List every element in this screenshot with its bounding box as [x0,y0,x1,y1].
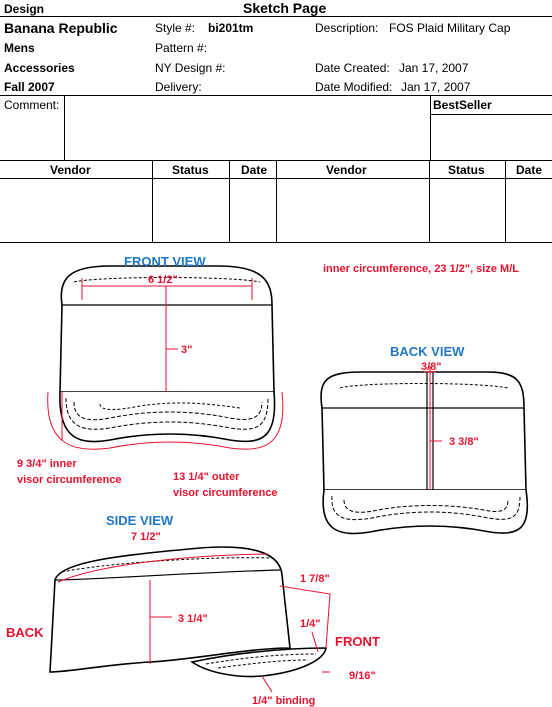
ny-design-label: NY Design #: [155,61,226,75]
front-view-drawing [60,266,275,442]
division-name: Mens [4,41,35,55]
side-visor-label: 1 7/8" [300,573,330,585]
design-label: Design [4,2,45,16]
delivery-label: Delivery: [155,80,202,94]
pattern-label: Pattern #: [155,41,208,55]
inner-circumference-note: inner circumference, 23 1/2", size M/L [323,263,519,275]
back-view-drawing [321,372,527,533]
brand-name: Banana Republic [4,20,118,36]
side-top-label: 7 1/2" [131,531,161,543]
side-visor-small-label: 1/4" [300,618,321,630]
date-created-label: Date Created: [315,61,390,75]
style-value: bi201tm [208,21,254,35]
bestseller-label: BestSeller [433,98,492,112]
date-modified-label: Date Modified: [315,80,393,94]
binding-label: 1/4" binding [252,695,316,707]
front-width-label: 6 1/2" [148,274,178,286]
back-height-label: 3 3/8" [449,436,479,448]
description-label: Description: [315,21,379,35]
back-top-label: 3/8" [421,361,442,373]
inner-visor-label-line1: 9 3/4" inner [17,458,77,470]
date-header-1: Date [241,163,268,177]
side-height-label: 3 1/4" [178,613,208,625]
date-created-value: Jan 17, 2007 [399,61,469,75]
season-name: Fall 2007 [4,80,55,94]
date-header-2: Date [516,163,543,177]
description-value: FOS Plaid Military Cap [389,21,511,35]
front-view-title: FRONT VIEW [124,254,206,269]
date-modified-value: Jan 17, 2007 [401,80,471,94]
comment-label: Comment: [4,98,60,112]
category-name: Accessories [4,61,75,75]
outer-visor-label-line2: visor circumference [173,487,278,499]
inner-visor-label-line2: visor circumference [17,474,122,486]
back-view-title: BACK VIEW [390,344,465,359]
page-title: Sketch Page [243,0,327,16]
side-view-drawing [50,547,326,676]
status-header-2: Status [448,163,485,177]
outer-visor-label-line1: 13 1/4" outer [173,471,240,483]
vendor-header-2: Vendor [326,163,367,177]
side-view-title: SIDE VIEW [106,513,174,528]
side-visor-depth-label: 9/16" [349,670,376,682]
vendor-header-1: Vendor [50,163,91,177]
style-label: Style #: [155,21,196,35]
status-header-1: Status [172,163,209,177]
front-side-label: FRONT [335,634,380,649]
back-side-label: BACK [6,625,44,640]
front-height-label: 3" [181,344,193,356]
